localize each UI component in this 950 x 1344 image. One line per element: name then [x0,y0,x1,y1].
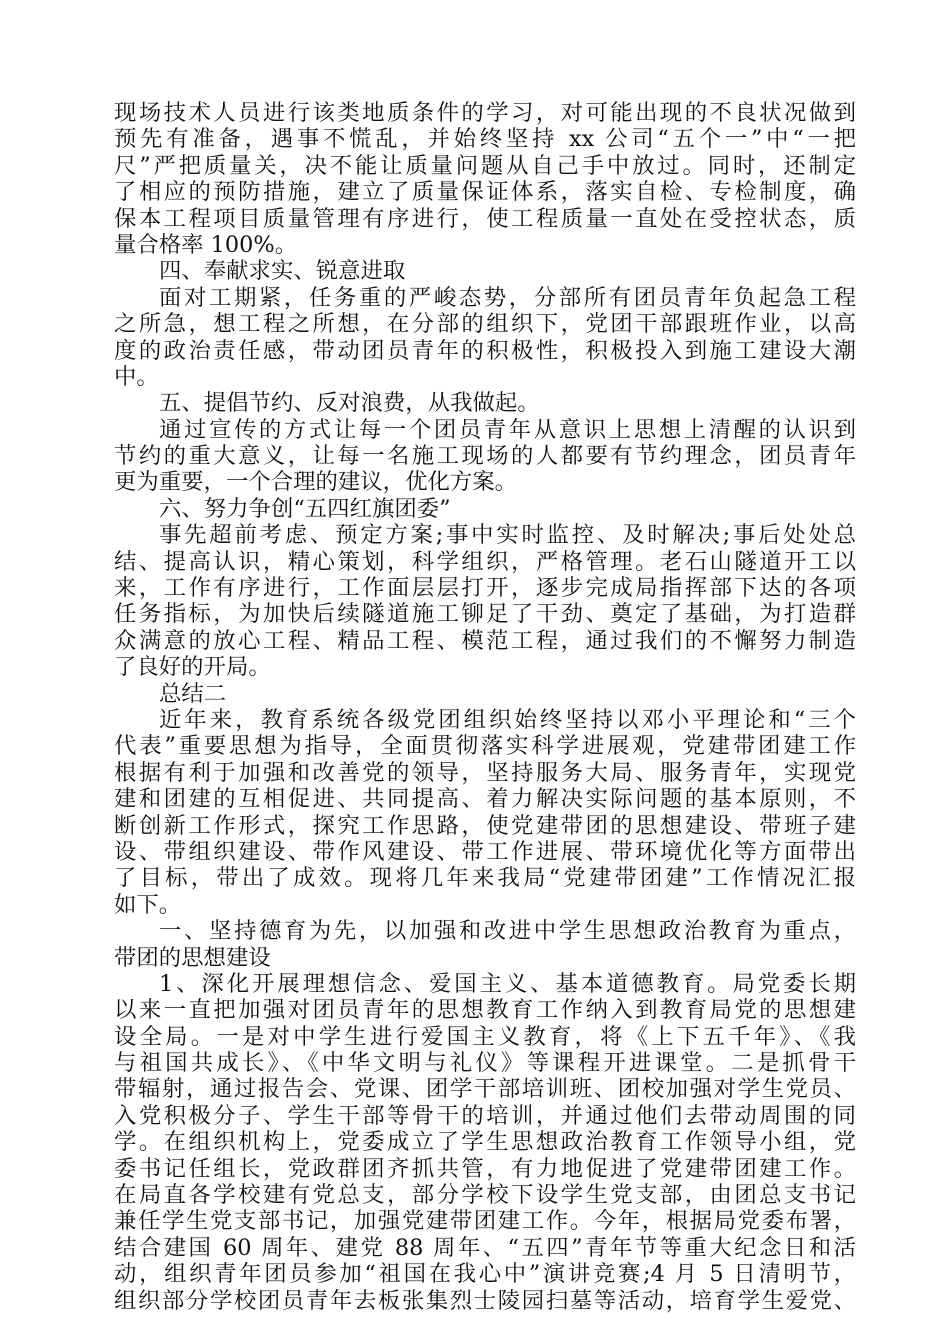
text-line: 断创新工作形式，探究工作思路，使党建带团的思想建设、带班子建 [114,812,856,839]
text-line: 学。在组织机构上，党委成立了学生思想政治教育工作领导小组，党 [114,1129,856,1156]
text-line: 近年来，教育系统各级党团组织始终坚持以邓小平理论和“三个 [159,706,856,733]
text-line: 五、提倡节约、反对浪费，从我做起。 [159,390,540,417]
text-line: 带团的思想建设 [114,944,271,971]
text-line: 事先超前考虑、预定方案;事中实时监控、及时解决;事后处处总 [159,522,856,549]
text-line: 通过宣传的方式让每一个团员青年从意识上思想上清醒的认识到 [159,416,856,443]
text-line: 尺”严把质量关，决不能让质量问题从自己手中放过。同时，还制定 [114,152,856,179]
text-line: 1、深化开展理想信念、爱国主义、基本道德教育。局党委长期 [159,970,856,997]
text-line: 一、坚持德育为先，以加强和改进中学生思想政治教育为重点， [159,918,856,945]
text-line: 代表”重要思想为指导，全面贯彻落实科学进展观，党建带团建工作 [114,733,856,760]
text-line: 中。 [114,363,159,390]
text-line: 如下。 [114,891,182,918]
text-line: 了目标，带出了成效。现将几年来我局“党建带团建”工作情况汇报 [114,865,856,892]
text-line: 节约的重大意义，让每一名施工现场的人都要有节约理念，团员青年 [114,443,856,470]
text-line: 结、提高认识，精心策划，科学组织，严格管理。老石山隧道开工以 [114,548,856,575]
text-line: 兼任学生党支部书记，加强党建带团建工作。今年，根据局党委布署， [114,1208,856,1235]
text-line: 度的政治责任感，带动团员青年的积极性，积极投入到施工建设大潮 [114,337,856,364]
text-line: 更为重要，一个合理的建议，优化方案。 [114,469,518,496]
document-page [114,100,856,1314]
text-line: 任务指标，为加快后续隧道施工铆足了干劲、奠定了基础，为打造群 [114,601,856,628]
text-line: 总结二 [159,680,227,707]
text-line: 组织部分学校团员青年去板张集烈士陵园扫墓等活动，培育学生爱党、 [114,1287,856,1314]
text-line: 设、带组织建设、带作风建设、带工作进展、带环境优化等方面带出 [114,838,856,865]
text-line: 与祖国共成长》、《中华文明与礼仪》等课程开进课堂。二是抓骨干 [114,1050,856,1077]
text-line: 带辐射，通过报告会、党课、团学干部培训班、团校加强对学生党员、 [114,1076,856,1103]
text-line: 之所急，想工程之所想，在分部的组织下，党团干部跟班作业，以高 [114,311,856,338]
text-line: 保本工程项目质量管理有序进行，使工程质量一直处在受控状态，质 [114,205,856,232]
text-line: 设全局。一是对中学生进行爱国主义教育，将《上下五千年》、《我 [114,1023,856,1050]
text-line: 众满意的放心工程、精品工程、模范工程，通过我们的不懈努力制造 [114,627,856,654]
text-line: 根据有利于加强和改善党的领导，坚持服务大局、服务青年，实现党 [114,759,856,786]
text-line: 预先有准备，遇事不慌乱，并始终坚持 xx 公司“五个一”中“一把 [114,126,856,153]
text-line: 结合建国 60 周年、建党 88 周年、“五四”青年节等重大纪念日和活 [114,1234,856,1261]
text-line: 面对工期紧，任务重的严峻态势，分部所有团员青年负起急工程 [159,284,856,311]
text-line: 了相应的预防措施，建立了质量保证体系，落实自检、专检制度，确 [114,179,856,206]
text-line: 量合格率 100%。 [114,231,298,258]
text-line: 四、奉献求实、锐意进取 [159,258,406,285]
text-line: 来，工作有序进行，工作面层层打开，逐步完成局指挥部下达的各项 [114,575,856,602]
text-line: 六、努力争创“五四红旗团委” [159,495,451,522]
text-line: 委书记任组长，党政群团齐抓共管，有力地促进了党建带团建工作。 [114,1155,856,1182]
text-line: 入党积极分子、学生干部等骨干的培训，并通过他们去带动周围的同 [114,1102,856,1129]
text-line: 以来一直把加强对团员青年的思想教育工作纳入到教育局党的思想建 [114,997,856,1024]
text-line: 建和团建的互相促进、共同提高、着力解决实际问题的基本原则，不 [114,786,856,813]
text-line: 现场技术人员进行该类地质条件的学习，对可能出现的不良状况做到 [114,100,856,126]
text-line: 了良好的开局。 [114,654,271,681]
text-line: 在局直各学校建有党总支，部分学校下设学生党支部，由团总支书记 [114,1182,856,1209]
text-line: 动，组织青年团员参加“祖国在我心中”演讲竞赛;4 月 5 日清明节， [114,1261,856,1288]
